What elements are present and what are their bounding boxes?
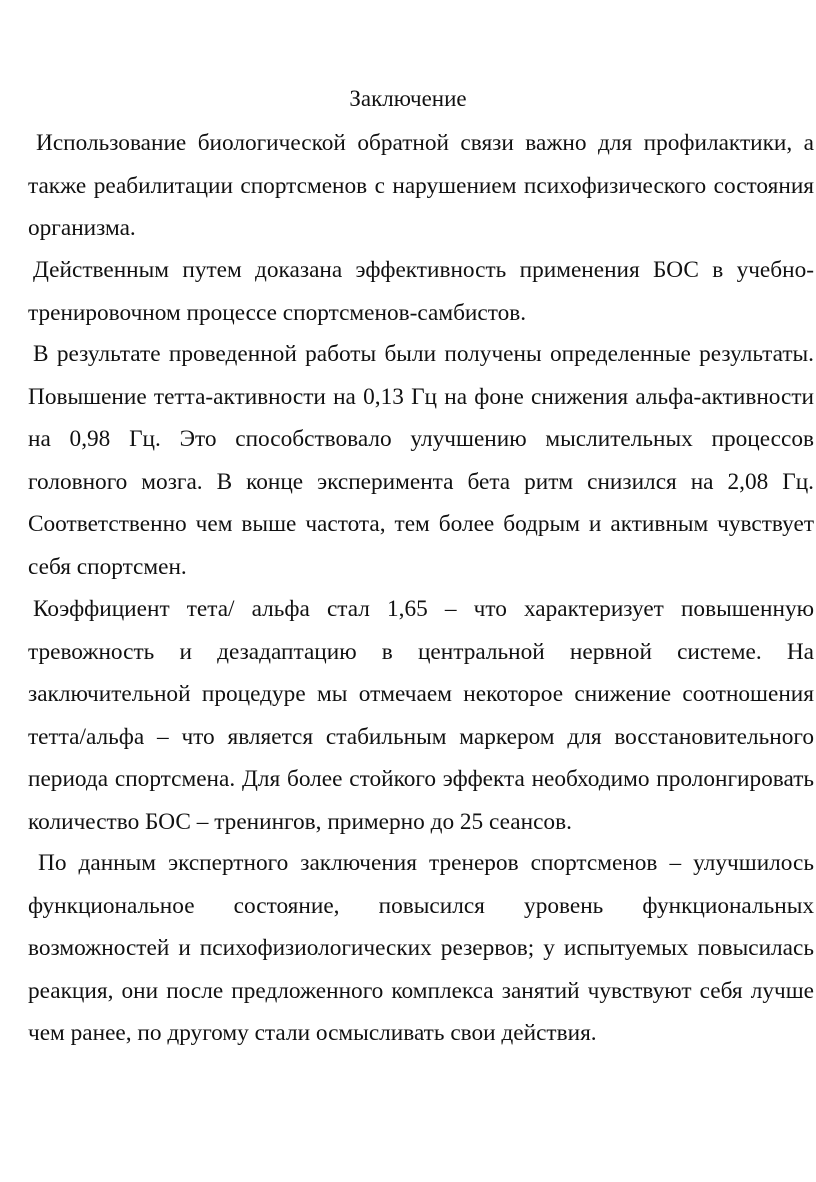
paragraph-biofeedback-importance: Использование биологической обратной связи важно для профилактики, а также реабилитации спортсменов с нарушением психофизического состояния организма. xyxy=(28,130,814,241)
paragraph-expert-conclusion: По данным экспертного заключения тренеров спортсменов – улучшилось функциональное состояние, повысился уровень функциональных возможностей и психофизиологических резервов; у испытуемых повысилась реакция, они после предложенного комплекса занятий чувствуют себя лучше чем ранее, по другому стали осмысливать свои действия. xyxy=(28,850,814,1046)
page-title: Заключение xyxy=(349,86,467,111)
paragraph-coefficient: Коэффициент тета/ альфа стал 1,65 – что характеризует повышенную тревожность и дезадаптацию в центральной нервной системе. На заключительной процедуре мы отмечаем некоторое снижение соотношения тетта/альфа – что является стабильным маркером для восстановительного периода спортсмена. Для более стойкого эффекта необходимо пролонгировать количество БОС – тренингов, примерно до 25 сеансов. xyxy=(28,596,814,835)
paragraph-results: В результате проведенной работы были получены определенные результаты. Повышение тетта-активности на 0,13 Гц на фоне снижения альфа-активности на 0,98 Гц. Это способствовало улучшению мыслительных процессов головного мозга. В конце эксперимента бета ритм снизился на 2,08 Гц. Соответственно чем выше частота, тем более бодрым и активным чувствует себя спортсмен. xyxy=(28,341,814,580)
paragraph-effectiveness: Действенным путем доказана эффективность применения БОС в учебно-тренировочном процессе спортсменов-самбистов. xyxy=(28,257,814,326)
